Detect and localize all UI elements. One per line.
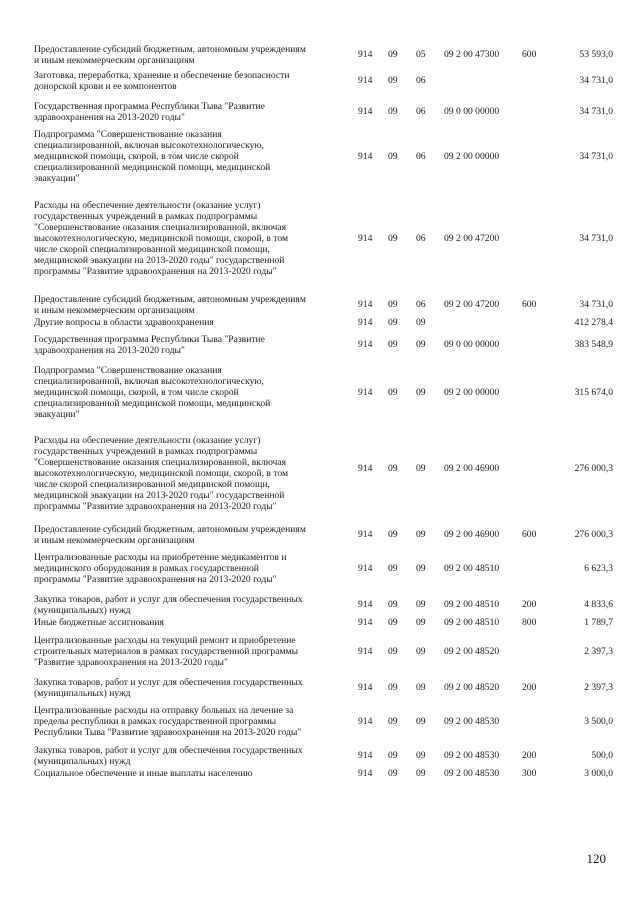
subsection-code: 09 xyxy=(416,387,426,398)
target-article-code: 09 2 00 48510 xyxy=(444,563,500,574)
ministry-code: 914 xyxy=(358,317,373,328)
section-code: 09 xyxy=(388,463,398,474)
amount: 4 833,6 xyxy=(584,599,613,610)
ministry-code: 914 xyxy=(358,151,373,162)
row-description: Закупка товаров, работ и услуг для обеспечения государственных (муниципальных) нужд xyxy=(34,745,303,767)
subsection-code: 09 xyxy=(416,682,426,693)
ministry-code: 914 xyxy=(358,768,373,779)
row-description: Социальное обеспечение и иные выплаты населению xyxy=(34,768,253,779)
target-article-code: 09 2 00 48530 xyxy=(444,750,500,761)
target-article-code: 09 2 00 48510 xyxy=(444,599,500,610)
page-number: 120 xyxy=(586,851,606,866)
ministry-code: 914 xyxy=(358,299,373,310)
row-description: Предоставление субсидий бюджетным, автономным учреждениям и иным некоммерческим организациям xyxy=(34,524,306,546)
ministry-code: 914 xyxy=(358,387,373,398)
amount: 34 731,0 xyxy=(579,233,613,244)
section-code: 09 xyxy=(388,529,398,540)
row-description: Государственная программа Республики Тыва "Развитие здравоохранения на 2013-2020 годы" xyxy=(34,101,265,123)
section-code: 09 xyxy=(388,682,398,693)
subsection-code: 09 xyxy=(416,768,426,779)
row-description: Расходы на обеспечение деятельности (оказание услуг) государственных учреждений в рамках подпрограммы "Совершенствование оказания специализированной, включая высокотехнологическую, медицинской помощи, скорой, в том числе скорой специализированной медицинской помощи, медицинской эвакуации на 2013-2020 годы" государственной программы "Развитие здравоохранения на 2013-2020 годы" xyxy=(34,200,289,277)
amount: 383 548,9 xyxy=(574,339,613,350)
expense-type-code: 600 xyxy=(522,299,537,310)
row-description: Государственная программа Республики Тыва "Развитие здравоохранения на 2013-2020 годы" xyxy=(34,334,265,356)
subsection-code: 06 xyxy=(416,151,426,162)
row-description: Централизованные расходы на текущий ремонт и приобретение строительных материалов в рамках государственной программы "Развитие здравоохранения на 2013-2020 годы" xyxy=(34,635,299,668)
expense-type-code: 200 xyxy=(522,599,537,610)
subsection-code: 09 xyxy=(416,463,426,474)
section-code: 09 xyxy=(388,317,398,328)
section-code: 09 xyxy=(388,299,398,310)
target-article-code: 09 2 00 48530 xyxy=(444,716,500,727)
target-article-code: 09 2 00 48520 xyxy=(444,646,500,657)
amount: 3 000,0 xyxy=(584,768,613,779)
subsection-code: 09 xyxy=(416,750,426,761)
subsection-code: 06 xyxy=(416,75,426,86)
target-article-code: 09 2 00 48520 xyxy=(444,682,500,693)
amount: 500,0 xyxy=(591,750,613,761)
row-description: Подпрограмма "Совершенствование оказания специализированной, включая высокотехнологическую, медицинской помощи, скорой, в том числе скорой специализированной медицинской помощи, медицинской эвакуации" xyxy=(34,365,271,420)
amount: 34 731,0 xyxy=(579,75,613,86)
ministry-code: 914 xyxy=(358,599,373,610)
subsection-code: 09 xyxy=(416,617,426,628)
amount: 2 397,3 xyxy=(584,646,613,657)
subsection-code: 06 xyxy=(416,299,426,310)
target-article-code: 09 0 00 00000 xyxy=(444,339,500,350)
ministry-code: 914 xyxy=(358,563,373,574)
target-article-code: 09 2 00 46900 xyxy=(444,463,500,474)
subsection-code: 09 xyxy=(416,646,426,657)
subsection-code: 09 xyxy=(416,529,426,540)
ministry-code: 914 xyxy=(358,750,373,761)
row-description: Подпрограмма "Совершенствование оказания специализированной, включая высокотехнологическую, медицинской помощи, скорой, в том числе скорой специализированной медицинской помощи, медицинской эвакуации" xyxy=(34,129,271,184)
section-code: 09 xyxy=(388,106,398,117)
row-description: Предоставление субсидий бюджетным, автономным учреждениям и иным некоммерческим организациям xyxy=(34,44,306,66)
target-article-code: 09 2 00 47300 xyxy=(444,49,500,60)
subsection-code: 09 xyxy=(416,317,426,328)
section-code: 09 xyxy=(388,716,398,727)
row-description: Закупка товаров, работ и услуг для обеспечения государственных (муниципальных) нужд xyxy=(34,677,303,699)
expense-type-code: 800 xyxy=(522,617,537,628)
ministry-code: 914 xyxy=(358,106,373,117)
row-description: Расходы на обеспечение деятельности (оказание услуг) государственных учреждений в рамках подпрограммы "Совершенствование оказания специализированной, включая высокотехнологическую, медицинской помощи, скорой, в том числе скорой специализированной медицинской помощи, медицинской эвакуации на 2013-2020 годы" государственной программы "Развитие здравоохранения на 2013-2020 годы" xyxy=(34,435,289,512)
expense-type-code: 200 xyxy=(522,750,537,761)
ministry-code: 914 xyxy=(358,682,373,693)
section-code: 09 xyxy=(388,768,398,779)
ministry-code: 914 xyxy=(358,617,373,628)
amount: 1 789,7 xyxy=(584,617,613,628)
row-description: Другие вопросы в области здравоохранения xyxy=(34,317,214,328)
subsection-code: 06 xyxy=(416,106,426,117)
subsection-code: 09 xyxy=(416,563,426,574)
ministry-code: 914 xyxy=(358,75,373,86)
section-code: 09 xyxy=(388,599,398,610)
row-description: Централизованные расходы на отправку больных на лечение за пределы республики в рамках государственной программы Республики Тыва "Развитие здравоохранения на 2013-2020 годы" xyxy=(34,705,302,738)
row-description: Предоставление субсидий бюджетным, автономным учреждениям и иным некоммерческим организациям xyxy=(34,294,306,316)
target-article-code: 09 2 00 47200 xyxy=(444,233,500,244)
expense-type-code: 300 xyxy=(522,768,537,779)
section-code: 09 xyxy=(388,387,398,398)
section-code: 09 xyxy=(388,646,398,657)
expense-type-code: 200 xyxy=(522,682,537,693)
row-description: Централизованные расходы на приобретение медикаментов и медицинского оборудования в рамках государственной программы "Развитие здравоохранения на 2013-2020 годы" xyxy=(34,552,287,585)
ministry-code: 914 xyxy=(358,463,373,474)
amount: 6 623,3 xyxy=(584,563,613,574)
target-article-code: 09 0 00 00000 xyxy=(444,106,500,117)
subsection-code: 09 xyxy=(416,339,426,350)
section-code: 09 xyxy=(388,49,398,60)
ministry-code: 914 xyxy=(358,339,373,350)
section-code: 09 xyxy=(388,750,398,761)
amount: 315 674,0 xyxy=(574,387,613,398)
amount: 34 731,0 xyxy=(579,151,613,162)
target-article-code: 09 2 00 00000 xyxy=(444,387,500,398)
target-article-code: 09 2 00 47200 xyxy=(444,299,500,310)
subsection-code: 09 xyxy=(416,716,426,727)
ministry-code: 914 xyxy=(358,646,373,657)
expense-type-code: 600 xyxy=(522,529,537,540)
target-article-code: 09 2 00 46900 xyxy=(444,529,500,540)
section-code: 09 xyxy=(388,75,398,86)
ministry-code: 914 xyxy=(358,529,373,540)
ministry-code: 914 xyxy=(358,49,373,60)
target-article-code: 09 2 00 00000 xyxy=(444,151,500,162)
section-code: 09 xyxy=(388,617,398,628)
amount: 412 278,4 xyxy=(574,317,613,328)
amount: 53 593,0 xyxy=(579,49,613,60)
subsection-code: 06 xyxy=(416,233,426,244)
amount: 3 500,0 xyxy=(584,716,613,727)
section-code: 09 xyxy=(388,151,398,162)
target-article-code: 09 2 00 48510 xyxy=(444,617,500,628)
section-code: 09 xyxy=(388,233,398,244)
subsection-code: 09 xyxy=(416,599,426,610)
amount: 276 000,3 xyxy=(574,463,613,474)
amount: 276 000,3 xyxy=(574,529,613,540)
amount: 34 731,0 xyxy=(579,106,613,117)
amount: 34 731,0 xyxy=(579,299,613,310)
ministry-code: 914 xyxy=(358,716,373,727)
target-article-code: 09 2 00 48530 xyxy=(444,768,500,779)
section-code: 09 xyxy=(388,339,398,350)
row-description: Иные бюджетные ассигнования xyxy=(34,617,164,628)
expense-type-code: 600 xyxy=(522,49,537,60)
row-description: Заготовка, переработка, хранение и обеспечение безопасности донорской крови и ее компонентов xyxy=(34,70,290,92)
amount: 2 397,3 xyxy=(584,682,613,693)
section-code: 09 xyxy=(388,563,398,574)
ministry-code: 914 xyxy=(358,233,373,244)
row-description: Закупка товаров, работ и услуг для обеспечения государственных (муниципальных) нужд xyxy=(34,594,303,616)
subsection-code: 05 xyxy=(416,49,426,60)
